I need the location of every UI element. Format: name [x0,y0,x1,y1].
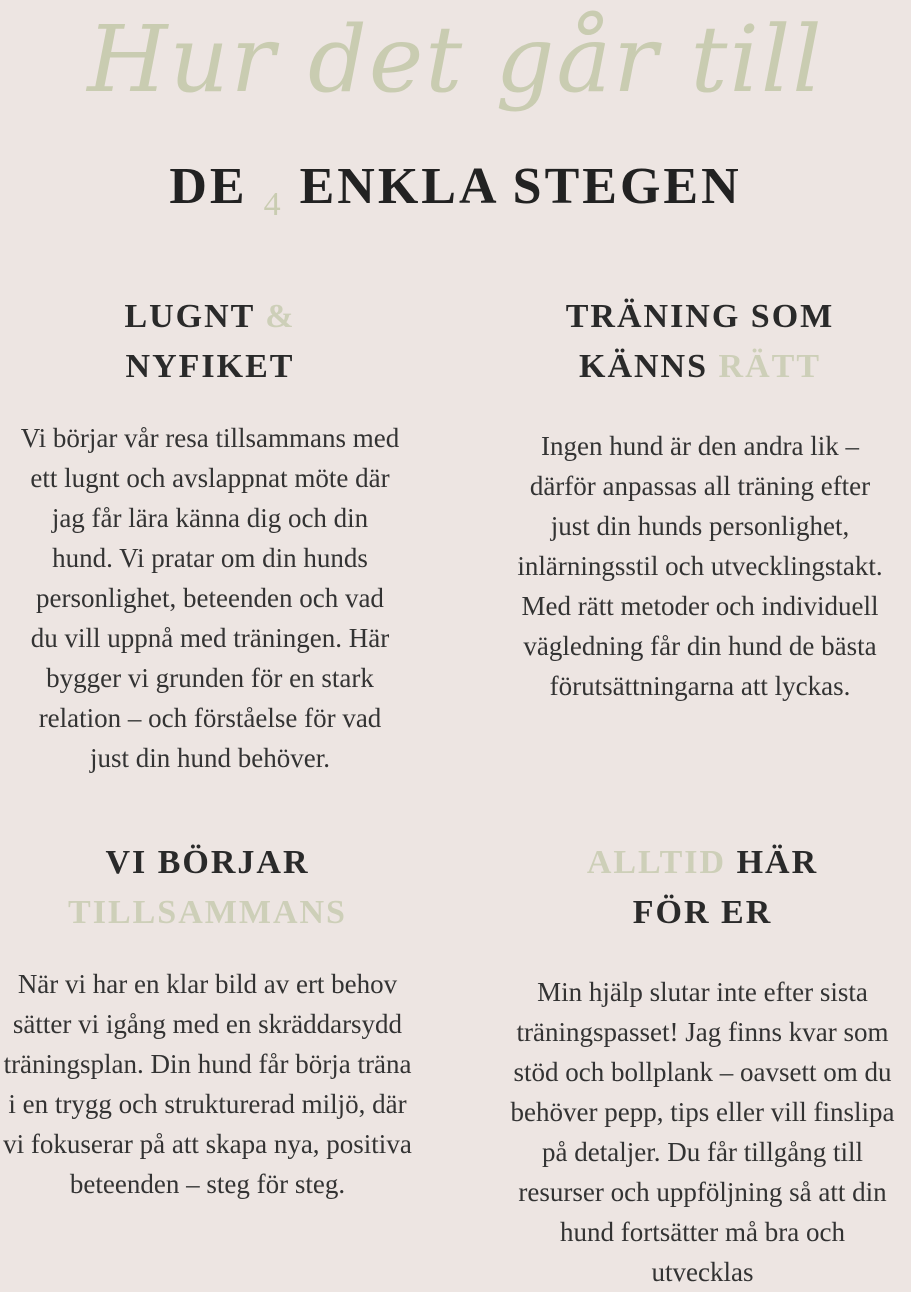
step-4-heading-text-2: FÖR ER [632,894,773,931]
script-title: Hur det går till [87,6,824,113]
step-4 [500,838,905,1292]
step-4-heading-text: HÄR [736,844,819,881]
step-4-heading-accent: ALLTID [586,844,737,881]
step-4-body: Min hjälp slutar inte efter sista träningspasset! Jag finns kvar som stöd och bollplank – oavsett om du behöver pepp, tips eller vill finslipa på detaljer. Du får tillgång till resurser och uppföljning så att din hund fortsätter må bra och utvecklas [510,977,895,1287]
step-3-heading-accent: TILLSAMMANS [68,894,347,931]
step-1-body: Vi börjar vår resa tillsammans med ett lugnt och avslappnat möte där jag får lära känna dig och din hund. Vi pratar om din hunds personlighet, beteenden och vad du vill uppnå med träningen. Här bygger vi grunden för en stark relation – och förståelse för vad just din hund behöver. [20,423,400,773]
step-2-heading-accent: RÄTT [718,348,821,385]
main-title [0,152,911,228]
step-2-heading-text: TRÄNING SOM [565,298,835,335]
main-title-before: DE [169,158,264,215]
step-3-body: När vi har en klar bild av ert behov sätter vi igång med en skräddarsydd träningsplan. Din hund får börja träna i en trygg och strukturerad miljö, där vi fokuserar på att skapa nya, positiva beteenden – steg för steg. [3,969,412,1199]
main-title-after: ENKLA STEGEN [283,158,742,215]
step-3 [0,838,415,1204]
main-title-number: 4 [263,186,284,223]
step-1-heading-accent: & [265,298,296,335]
step-4-heading [500,838,905,938]
step-3-heading-text: VI BÖRJAR [105,844,310,881]
step-1-heading-text-2: NYFIKET [125,348,295,385]
step-1-heading [10,292,410,392]
step-3-heading [0,838,415,938]
step-2 [505,292,895,706]
step-2-heading [505,292,895,392]
step-2-heading-text-2: KÄNNS [579,348,719,385]
step-2-body: Ingen hund är den andra lik – därför anpassas all träning efter just din hunds personlighet, inlärningsstil och utvecklingstakt. Med rätt metoder och individuell vägledning får din hund de bästa förutsättningarna att lyckas. [517,431,883,701]
step-1-heading-text: LUGNT [124,298,266,335]
step-1 [10,292,410,778]
